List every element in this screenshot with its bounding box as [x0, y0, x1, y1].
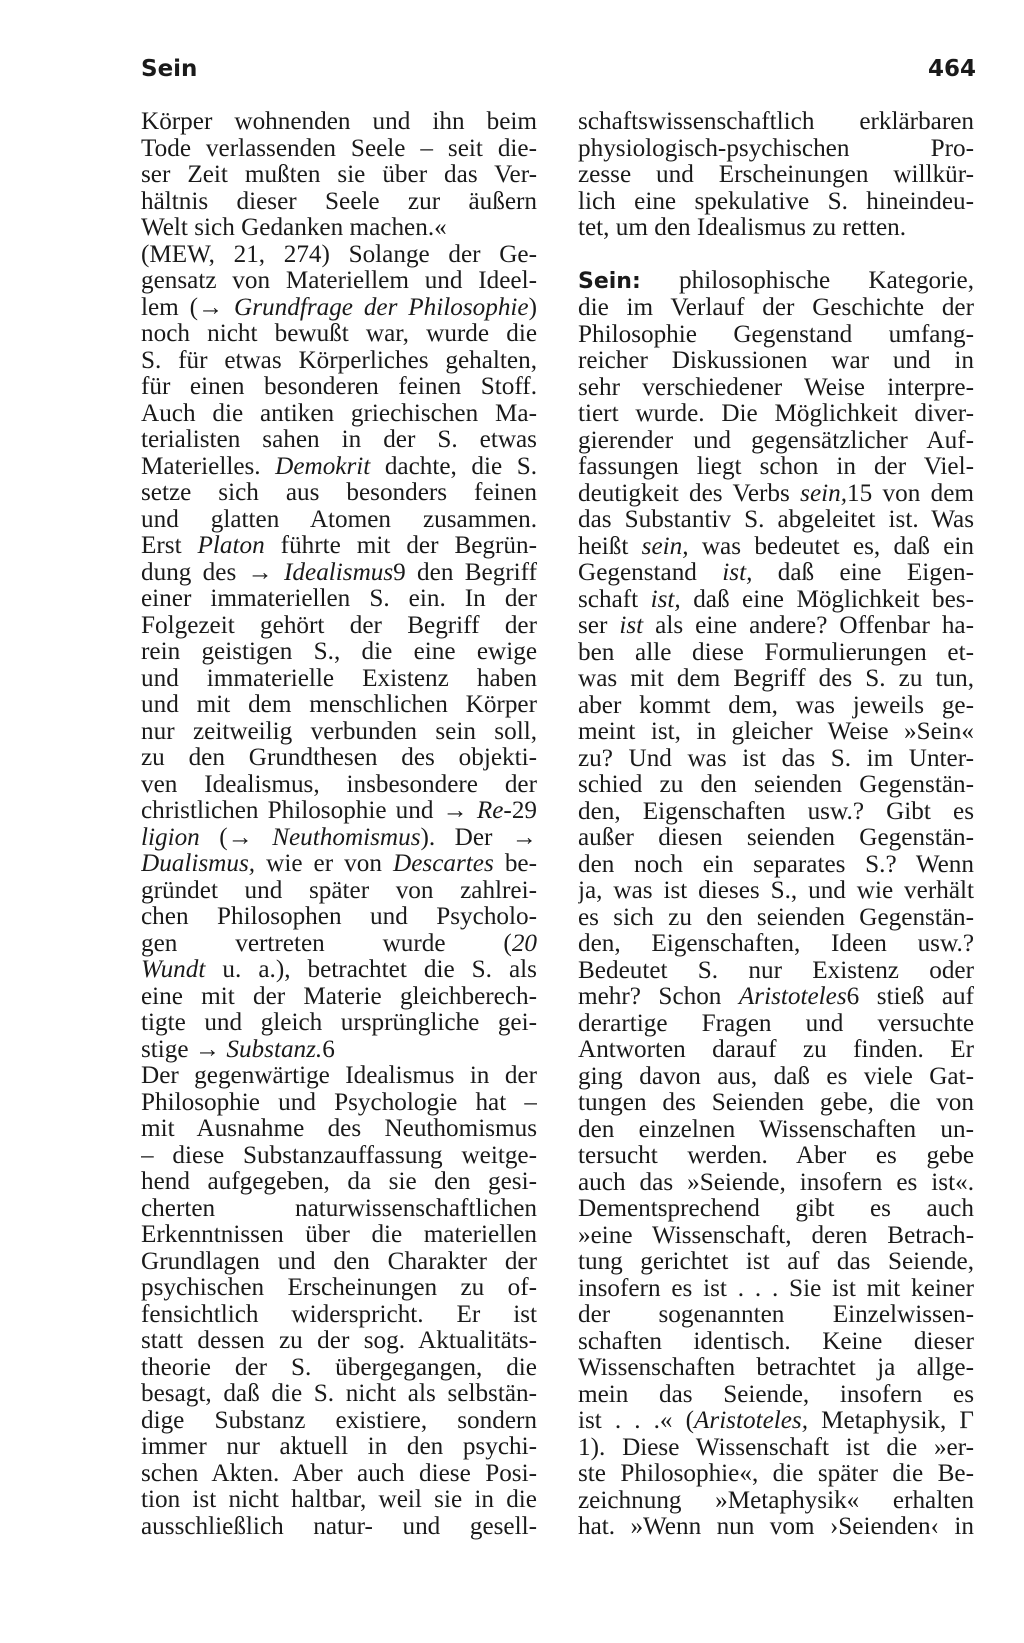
text-line: insofern es ist . . . Sie ist mit keiner: [578, 1275, 974, 1302]
text-line: besagt, daß die S. nicht als selbstän-: [141, 1381, 537, 1407]
text-line: Grundlagen und den Charakter der: [141, 1248, 537, 1275]
text-line: Gegenstand ist, daß eine Eigen-: [578, 560, 974, 586]
text-line: Dualismus, wie er von Descartes be-: [141, 851, 537, 877]
text-line: tiert wurde. Die Möglichkeit diver-: [578, 401, 974, 427]
text-line: ben alle diese Formulierungen et-: [578, 639, 974, 666]
running-head: [141, 56, 976, 92]
lemma-definition-start: philosophische Kategorie,: [640, 267, 974, 294]
text-line: Der gegenwärtige Idealismus in der: [141, 1063, 537, 1089]
text-line: fassungen liegt schon in der Viel-: [578, 454, 974, 480]
text-line: tung gerichtet ist auf das Seiende,: [578, 1249, 974, 1275]
text-line: derartige Fragen und versuchte: [578, 1010, 974, 1037]
text-line: schied zu den seienden Gegenstän-: [578, 772, 974, 798]
text-line: »eine Wissenschaft, deren Betrach-: [578, 1222, 974, 1249]
text-line: Wundt u. a.), betrachtet die S. als: [141, 957, 537, 983]
lemma-heading: Sein:: [578, 268, 641, 294]
text-line: das Substantiv S. abgeleitet ist. Was: [578, 507, 974, 533]
left-column: [141, 109, 537, 1540]
text-line: den, Eigenschaften, Ideen usw.?: [578, 931, 974, 957]
right-column: [578, 109, 974, 1541]
text-line: schaften identisch. Keine dieser: [578, 1328, 974, 1355]
text-line: Dementsprechend gibt es auch: [578, 1196, 974, 1222]
text-line: den noch ein separates S.? Wenn: [578, 851, 974, 878]
text-line: und mit dem menschlichen Körper: [141, 692, 537, 718]
text-line: gen vertreten wurde (20: [141, 930, 537, 957]
text-line: was mit dem Begriff des S. zu tun,: [578, 666, 974, 692]
text-line: hend aufgegeben, da sie den gesi-: [141, 1169, 537, 1195]
text-line: den, Eigenschaften usw.? Gibt es: [578, 798, 974, 825]
text-line: für einen besonderen feinen Stoff.: [141, 374, 537, 400]
text-line: der sogenannten Einzelwissen-: [578, 1302, 974, 1328]
text-line: ausschließlich natur- und gesell-: [141, 1513, 537, 1540]
text-line: dige Substanz existiere, sondern: [141, 1407, 537, 1434]
text-line: nur zeitweilig verbunden sein soll,: [141, 718, 537, 745]
text-line: die im Verlauf der Geschichte der: [578, 295, 974, 321]
text-line: schen Akten. Aber auch diese Posi-: [141, 1460, 537, 1487]
text-line: ja, was ist dieses S., und wie verhält: [578, 878, 974, 904]
page-number: 464: [927, 56, 976, 82]
text-line: setze sich aus besonders feinen: [141, 480, 537, 506]
text-line: christlichen Philosophie und → Re-29: [141, 798, 537, 824]
text-line: heißt sein, was bedeutet es, daß ein: [578, 533, 974, 560]
text-line: meint ist, in gleicher Weise »Sein«: [578, 719, 974, 745]
text-line: ven Idealismus, insbesondere der: [141, 771, 537, 798]
text-line: aber kommt dem, was jeweils ge-: [578, 692, 974, 719]
text-line: Philosophie und Psychologie hat –: [141, 1089, 537, 1116]
text-line: Philosophie Gegenstand umfang-: [578, 321, 974, 348]
text-line: gründet und später von zahlrei-: [141, 877, 537, 904]
text-line: (MEW, 21, 274) Solange der Ge-: [141, 241, 537, 268]
text-line: immer nur aktuell in den psychi-: [141, 1434, 537, 1460]
text-line: hältnis dieser Seele zur äußern: [141, 188, 537, 215]
text-line: ser Zeit mußten sie über das Ver-: [141, 162, 537, 188]
text-line: cherten naturwissenschaftlichen: [141, 1195, 537, 1222]
text-line: Tode verlassenden Seele – seit die-: [141, 135, 537, 162]
text-line: S. für etwas Körperliches gehalten,: [141, 347, 537, 374]
text-line: sehr verschiedener Weise interpre-: [578, 374, 974, 401]
text-line: deutigkeit des Verbs sein,15 von dem: [578, 480, 974, 507]
running-head-title: Sein: [141, 56, 198, 82]
text-line: den einzelnen Wissenschaften un-: [578, 1116, 974, 1143]
text-line: reicher Diskussionen war und in: [578, 348, 974, 374]
text-line: chen Philosophen und Psycholo-: [141, 904, 537, 930]
text-line: hat. »Wenn nun vom ›Seienden‹ in: [578, 1514, 974, 1540]
text-line: lem (→ Grundfrage der Philosophie): [141, 294, 537, 321]
text-line: Körper wohnenden und ihn beim: [141, 109, 537, 135]
text-line: und glatten Atomen zusammen.: [141, 506, 537, 533]
text-line: einer immateriellen S. ein. In der: [141, 586, 537, 612]
text-line: stige → Substanz.6: [141, 1036, 335, 1063]
text-line: es sich zu den seienden Gegenstän-: [578, 904, 974, 931]
text-line: ste Philosophie«, die später die Be-: [578, 1461, 974, 1487]
text-line: ist . . .« (Aristoteles, Metaphysik, Γ: [578, 1408, 974, 1434]
text-line: Auch die antiken griechischen Ma-: [141, 400, 537, 427]
text-line: schaftswissenschaftlich erklärbaren: [578, 109, 974, 135]
text-line: ligion (→ Neuthomismus). Der →: [141, 824, 537, 851]
text-line: zesse und Erscheinungen willkür-: [578, 162, 974, 188]
text-line: mehr? Schon Aristoteles6 stieß auf: [578, 984, 974, 1010]
text-line: noch nicht bewußt war, wurde die: [141, 321, 537, 347]
text-line: gierender und gegensätzlicher Auf-: [578, 427, 974, 454]
text-line: und immaterielle Existenz haben: [141, 665, 537, 692]
text-line: mit Ausnahme des Neuthomismus: [141, 1116, 537, 1142]
text-line: zeichnung »Metaphysik« erhalten: [578, 1487, 974, 1514]
text-line: Antworten darauf zu finden. Er: [578, 1037, 974, 1063]
text-line: fensichtlich widerspricht. Er ist: [141, 1301, 537, 1328]
text-line: Folgezeit gehört der Begriff der: [141, 612, 537, 639]
entry-gap: [578, 242, 974, 268]
text-line: physiologisch-psychischen Pro-: [578, 135, 974, 162]
text-line: mein das Seiende, insofern es: [578, 1381, 974, 1408]
text-line: Bedeutet S. nur Existenz oder: [578, 957, 974, 984]
text-line: zu den Grundthesen des objekti-: [141, 745, 537, 771]
text-line: auch das »Seiende, insofern es ist«.: [578, 1169, 974, 1196]
text-line: tet, um den Idealismus zu retten.: [578, 215, 907, 241]
text-line: tion ist nicht haltbar, weil sie in die: [141, 1487, 537, 1513]
text-line: Welt sich Gedanken machen.«: [141, 215, 447, 241]
text-line: rein geistigen S., die eine ewige: [141, 639, 537, 665]
text-line: schaft ist, daß eine Möglichkeit bes-: [578, 586, 974, 613]
text-line: statt dessen zu der sog. Aktualitäts-: [141, 1328, 537, 1354]
entry-first-line: [578, 268, 974, 296]
text-line: theorie der S. übergegangen, die: [141, 1354, 537, 1381]
text-line: 1). Diese Wissenschaft ist die »er-: [578, 1434, 974, 1461]
text-line: tungen des Seienden gebe, die von: [578, 1090, 974, 1116]
text-line: psychischen Erscheinungen zu of-: [141, 1275, 537, 1301]
text-line: tersucht werden. Aber es gebe: [578, 1143, 974, 1169]
text-line: ging davon aus, daß es viele Gat-: [578, 1063, 974, 1090]
text-line: gensatz von Materiellem und Ideel-: [141, 268, 537, 294]
text-line: tigte und gleich ursprüngliche gei-: [141, 1010, 537, 1036]
text-line: Wissenschaften betrachtet ja allge-: [578, 1355, 974, 1381]
text-line: Erkenntnissen über die materiellen: [141, 1222, 537, 1248]
text-line: terialisten sahen in der S. etwas: [141, 427, 537, 453]
text-line: dung des → Idealismus9 den Begriff: [141, 559, 537, 586]
text-line: lich eine spekulative S. hineindeu-: [578, 188, 974, 215]
text-line: – diese Substanzauffassung weitge-: [141, 1142, 537, 1169]
text-line: Materielles. Demokrit dachte, die S.: [141, 453, 537, 480]
text-line: Erst Platon führte mit der Begrün-: [141, 533, 537, 559]
text-line: ser ist als eine andere? Offenbar ha-: [578, 613, 974, 639]
text-line: eine mit der Materie gleichberech-: [141, 983, 537, 1010]
text-line: außer diesen seienden Gegenstän-: [578, 825, 974, 851]
text-line: zu? Und was ist das S. im Unter-: [578, 745, 974, 772]
